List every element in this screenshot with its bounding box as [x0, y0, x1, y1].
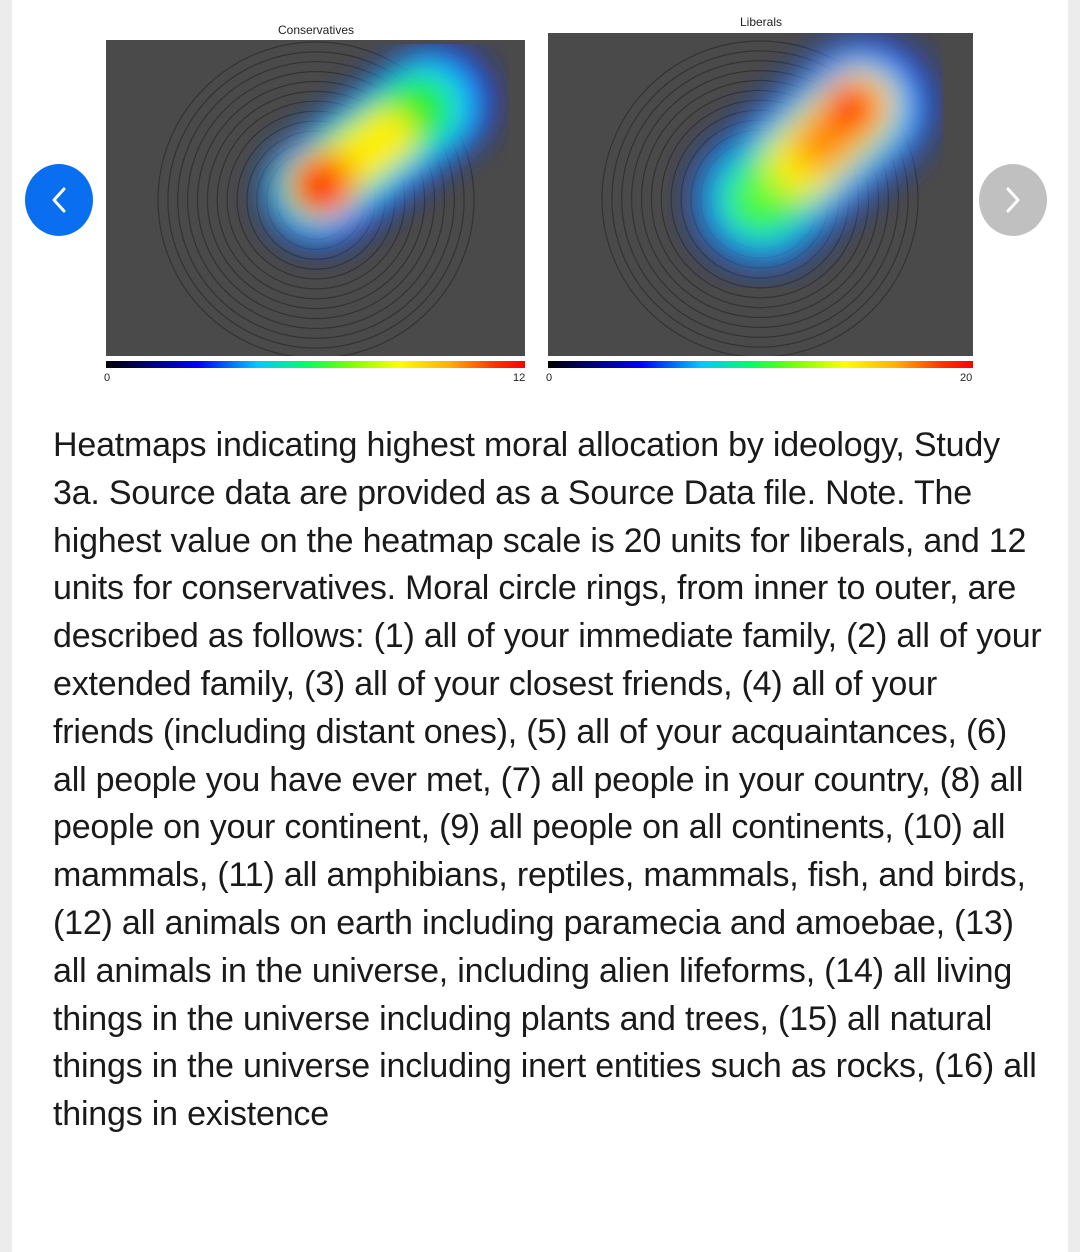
liberals-colorbar — [548, 361, 973, 368]
figure-caption: Heatmaps indicating highest moral allocation by ideology, Study 3a. Source data are provided as a Source Data file. Note. The highest value on the heatmap scale is 20 units for liberals, and 12 units for conservatives. Moral circle rings, from inner to outer, are described as follows: (1) all of your immediate family, (2) all of your extended family, (3) all of your closest friends, (4) all of your friends (including distant ones), (5) all of your acquaintances, (6) all people you have ever met, (7) all people in your country, (8) all people on your continent, (9) all people on all continents, (10) all mammals, (11) all amphibians, reptiles, mammals, fish, and birds, (12) all animals on earth including paramecia and amoebae, (13) all animals in the universe, including alien lifeforms, (14) all living things in the universe including plants and trees, (15) all natural things in the universe including inert entities such as rocks, (16) all things in existence — [53, 426, 1042, 1134]
previous-slide-button[interactable] — [25, 164, 93, 236]
liberals-scale-max: 20 — [960, 372, 973, 384]
liberals-heatmap — [548, 33, 973, 356]
conservatives-heatmap — [106, 40, 525, 356]
conservatives-heat — [290, 102, 436, 218]
conservatives-heatmap-svg — [106, 40, 525, 356]
conservatives-scale-max: 12 — [513, 372, 526, 384]
next-slide-button[interactable] — [979, 164, 1047, 236]
chevron-right-icon — [1002, 185, 1024, 215]
conservatives-colorbar — [106, 361, 525, 368]
liberals-heat — [736, 81, 874, 219]
conservatives-title: Conservatives — [277, 23, 355, 37]
chevron-left-icon — [48, 185, 70, 215]
conservatives-scale-min: 0 — [104, 372, 111, 384]
liberals-heatmap-svg — [548, 33, 973, 356]
figure-carousel — [0, 0, 1080, 400]
liberals-scale-min: 0 — [546, 372, 553, 384]
liberals-title: Liberals — [739, 15, 783, 29]
